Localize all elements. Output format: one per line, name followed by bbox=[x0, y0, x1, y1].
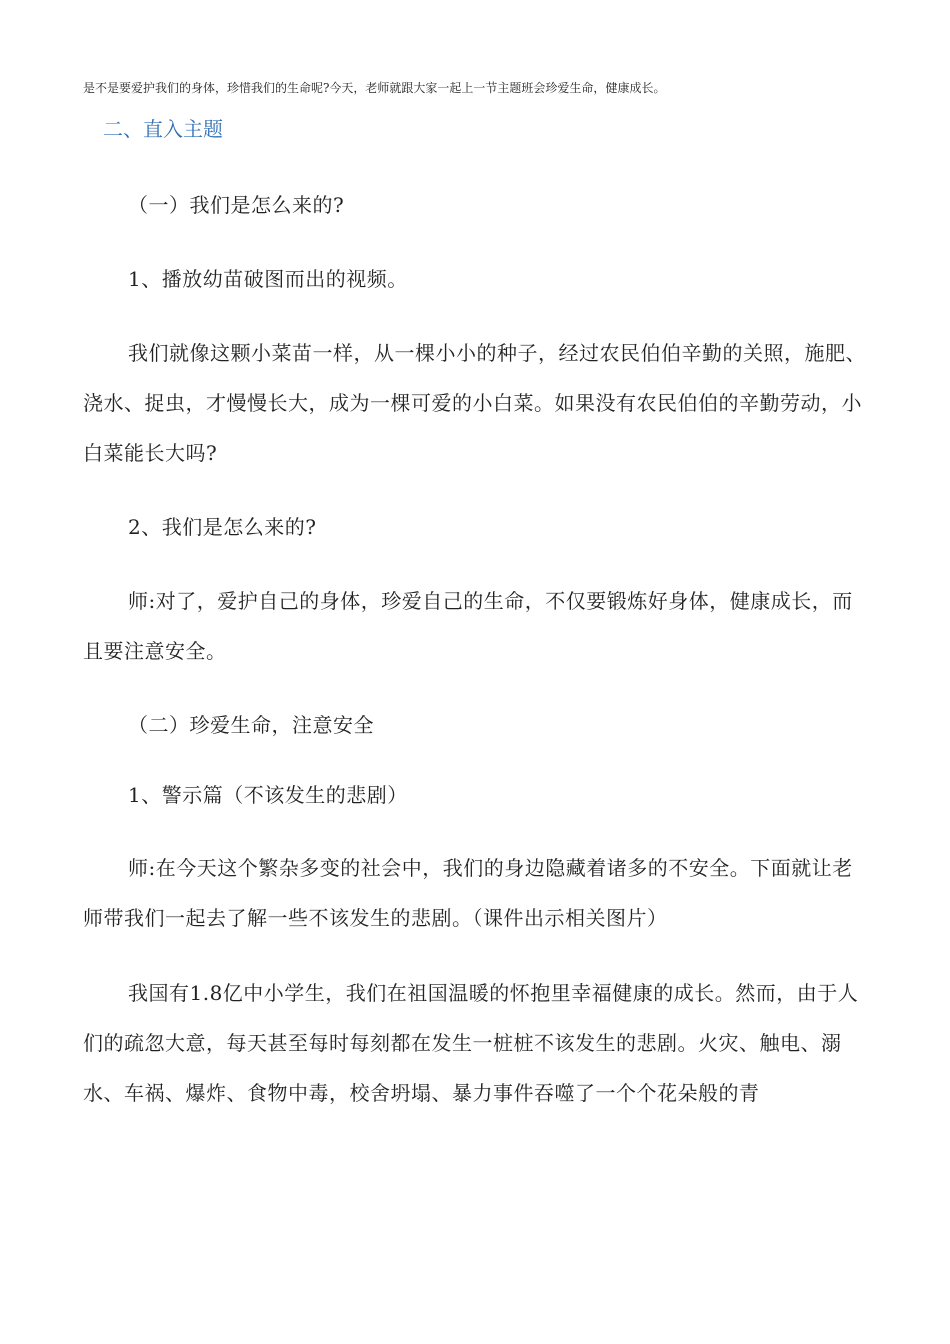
section-heading: 二、直入主题 bbox=[103, 117, 223, 141]
paragraph-video: 1、播放幼苗破图而出的视频。 bbox=[128, 267, 408, 291]
paragraph-warning: 1、警示篇（不该发生的悲剧） bbox=[128, 783, 408, 807]
intro-line: 是不是要爱护我们的身体，珍惜我们的生命呢?今天，老师就跟大家一起上一节主题班会珍爱生命，健康成长。 bbox=[83, 81, 666, 95]
paragraph-question: 2、我们是怎么来的? bbox=[128, 515, 317, 539]
paragraph-teacher-1: 师:对了，爱护自己的身体，珍爱自己的生命，不仅要锻炼好身体，健康成长，而且要注意安全。 bbox=[83, 589, 853, 663]
paragraph-teacher-2: 师:在今天这个繁杂多变的社会中，我们的身边隐藏着诸多的不安全。下面就让老师带我们一起去了解一些不该发生的悲剧。（课件出示相关图片） bbox=[83, 856, 853, 930]
paragraph-seedling: 我们就像这颗小菜苗一样，从一棵小小的种子，经过农民伯伯辛勤的关照，施肥、浇水、捉虫，才慢慢长大，成为一棵可爱的小白菜。如果没有农民伯伯的辛勤劳动，小白菜能长大吗? bbox=[83, 341, 866, 465]
subsection-heading-1: （一）我们是怎么来的? bbox=[128, 193, 345, 217]
subsection-heading-2: （二）珍爱生命，注意安全 bbox=[128, 713, 374, 737]
paragraph-statistics: 我国有1.8亿中小学生，我们在祖国温暖的怀抱里幸福健康的成长。然而，由于人们的疏忽大意，每天甚至每时每刻都在发生一桩桩不该发生的悲剧。火灾、触电、溺水、车祸、爆炸、食物中毒，校舍坍塌、暴力事件吞噬了一个个花朵般的青 bbox=[83, 981, 859, 1105]
